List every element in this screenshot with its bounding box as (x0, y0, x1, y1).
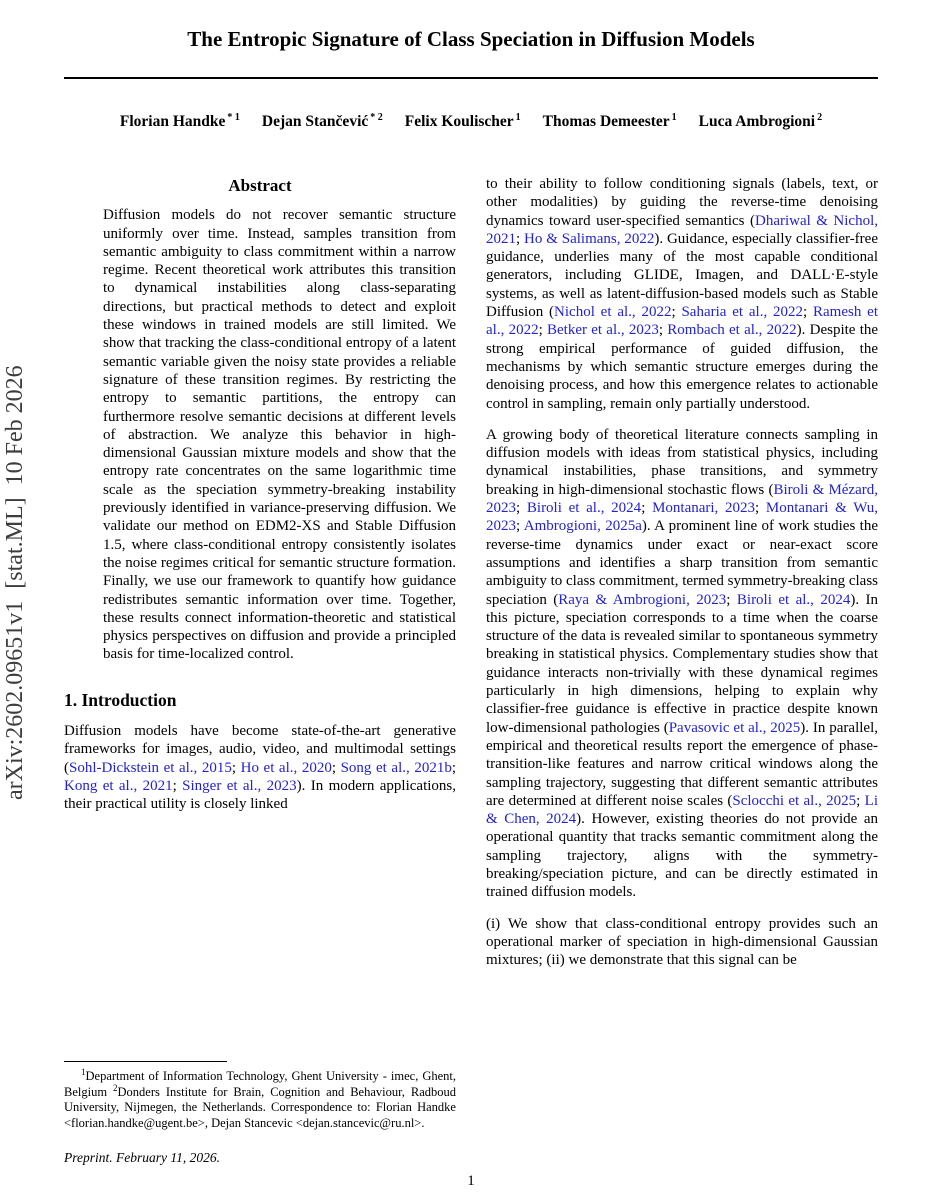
author-affiliation-mark: 1 (515, 111, 521, 123)
text-run: ; (658, 322, 668, 339)
text-run: ; (331, 759, 341, 776)
citation-link[interactable]: Sclocchi et al., 2025 (732, 792, 857, 809)
author-name: Thomas Demeester (542, 113, 670, 130)
paragraph (486, 426, 878, 902)
citation-link[interactable]: Ambrogioni, 2025a (523, 518, 642, 535)
author-name: Luca Ambrogioni (698, 113, 816, 130)
paper-title: The Entropic Signature of Class Speciation in Diffusion Models (187, 27, 755, 51)
left-column (64, 175, 456, 1167)
text-run: ; (641, 500, 653, 517)
text-run: ; (803, 304, 814, 321)
abstract-text: Diffusion models do not recover semantic structure uniformly over time. Instead, samples transition from semantic ambiguity to class commitment within a narrow regime. Recent theoretical work attributes this transition to dynamical instabilities along class-separating directions, but practical methods to detect and exploit these windows in trained models are still limited. We show that tracking the class-conditional entropy of a latent semantic variable given the noisy state provides a reliable signature of these transition regimes. By restricting the entropy to semantic partitions, the entropy can furthermore resolve semantic decisions at different levels of abstraction. We analyze this behavior in high-dimensional Gaussian mixture models and show that the entropy rate concentrates on the same logarithmic time scale as the speciation symmetry-breaking instability previously identified in variance-preserving diffusion. We validate our method on EDM2-XS and Stable Diffusion 1.5, where class-conditional entropy consistently isolates the noise regimes critical for semantic structure formation. Finally, we use our framework to quantify how guidance redistributes semantic information over time. Together, these results connect information-theoretic and statistical physics perspectives on diffusion and provide a principled basis for time-localized control. (103, 207, 456, 663)
citation-link[interactable]: Montanari, 2023 (652, 500, 756, 517)
citation-link[interactable]: Raya & Ambrogioni, 2023 (558, 591, 727, 608)
author (699, 113, 822, 130)
author (543, 113, 677, 130)
citation-link[interactable]: Pavasovic et al., 2025 (668, 719, 801, 736)
text-run: Donders Institute for Brain, Cognition and Behaviour, Radboud University, Nijmegen, the Netherlands. Correspondence to: Florian Handke <florian.handke@ugent.be>, Dejan Stancevic <dejan.stancevic@ru.nl>. (64, 1084, 456, 1130)
text-run: Diffusion models have become state-of-the-art generative frameworks for images, audio, video, and multimodal settings ( (64, 723, 456, 776)
footnote-block (64, 1061, 456, 1167)
text-run: ). However, existing theories do not provide an operational quantity that tracks semantic commitment along the sampling trajectory, aligns with the symmetry-breaking/speciation picture, and can be directly estimated in trained diffusion models. (486, 811, 878, 901)
abstract-heading: Abstract (228, 176, 292, 195)
citation-link[interactable]: Kong et al., 2021 (64, 777, 173, 794)
text-run: ). In parallel, empirical and theoretical results report the emergence of phase-transition-like features and narrow critical windows along the sampling trajectory, suggesting that different semantic attributes are determined at different noise scales ( (486, 719, 878, 809)
citation-link[interactable]: Biroli et al., 2024 (736, 591, 851, 608)
citation-link[interactable]: Ramesh et al., 2022 (486, 304, 878, 339)
text-run: ; (726, 591, 737, 608)
author-affiliation-mark: 2 (817, 111, 823, 123)
citation-link[interactable]: Ho et al., 2020 (240, 759, 332, 776)
text-run: ; (538, 322, 547, 339)
citation-link[interactable]: Dhariwal & Nichol, 2021 (486, 212, 878, 247)
text-run: ). Guidance, especially classifier-free guidance, underlies many of the most capable conditional generators, including GLIDE, Imagen, and DALL·E-style systems, as well as latent-diffusion-based models such as Stable Diffusion ( (486, 230, 878, 321)
footnote-marker: 1 (81, 1066, 86, 1077)
citation-link[interactable]: Saharia et al., 2022 (681, 304, 804, 321)
text-run: ; (172, 777, 183, 794)
paragraph (486, 915, 878, 970)
author (405, 113, 521, 130)
paragraph (64, 722, 456, 813)
author (262, 113, 383, 130)
page-number: 1 (467, 1173, 475, 1189)
author-affiliation-mark: * 2 (370, 111, 383, 123)
citation-link[interactable]: Sohl-Dickstein et al., 2015 (69, 759, 232, 776)
citation-link[interactable]: Betker et al., 2023 (547, 322, 659, 339)
text-run: ). In modern applications, their practical utility is closely linked (64, 777, 456, 813)
two-column-body (64, 175, 878, 1167)
section-heading-introduction: 1. Introduction (64, 689, 177, 710)
citation-link[interactable]: Rombach et al., 2022 (667, 322, 797, 339)
paper-content (64, 0, 878, 1167)
author-name: Felix Koulischer (404, 113, 514, 130)
text-run: ). A prominent line of work studies the reverse-time dynamics under exact or near-exact score assumptions and identifies a sharp transition from semantic ambiguity to class commitment, termed symmetry-breaking class speciation ( (486, 518, 878, 608)
text-run: Department of Information Technology, Ghent University - imec, Ghent, Belgium (64, 1068, 456, 1099)
text-run: (i) We show that class-conditional entropy provides such an operational marker of speciation in high-dimensional Gaussian mixtures; (ii) we demonstrate that this signal can be (486, 915, 878, 969)
citation-link[interactable]: Ho & Salimans, 2022 (524, 230, 655, 247)
text-run: A growing body of theoretical literature connects sampling in diffusion models with ideas from statistical physics, including dynamical instabilities, phase transitions, and symmetry breaking in high-dimensional stochastic flows ( (486, 426, 878, 498)
arxiv-watermark: arXiv:2602.09651v1 [stat.ML] 10 Feb 2026 (2, 365, 28, 800)
footnote-text (64, 1066, 456, 1132)
citation-link[interactable]: Li & Chen, 2024 (486, 792, 878, 828)
text-run: ; (671, 304, 682, 321)
author-name: Florian Handke (119, 113, 226, 130)
author-affiliation-mark: * 1 (227, 111, 240, 123)
text-run: to their ability to follow conditioning signals (labels, text, or other modalities) by guiding the reverse-time denoising dynamics toward user-specified semantics ( (486, 176, 878, 229)
text-run: ; (231, 759, 241, 776)
footnote-rule (64, 1061, 227, 1062)
citation-link[interactable]: Montanari & Wu, 2023 (486, 500, 878, 535)
citation-link[interactable]: Biroli & Mézard, 2023 (486, 481, 878, 517)
text-run: ). Despite the strong empirical performance of guided diffusion, the mechanisms by which semantic structure emerges during the denoising process, and how this emergence relates to actionable control in sampling, remain only partially understood. (486, 322, 878, 412)
footnote-marker: 2 (113, 1082, 118, 1093)
text-run: ; (856, 792, 865, 809)
citation-link[interactable]: Biroli et al., 2024 (526, 500, 642, 517)
citation-link[interactable]: Singer et al., 2023 (182, 777, 297, 794)
author (120, 113, 240, 130)
citation-link[interactable]: Song et al., 2021b (340, 759, 452, 776)
author-name: Dejan Stančević (261, 113, 369, 130)
text-run: ; (516, 230, 525, 247)
right-column (486, 175, 878, 1167)
text-run: ; (516, 518, 524, 535)
citation-link[interactable]: Nichol et al., 2022 (554, 304, 672, 321)
text-run: ; (755, 500, 766, 517)
preprint-note: Preprint. February 11, 2026. (64, 1149, 220, 1165)
author-affiliation-mark: 1 (671, 111, 677, 123)
paragraph (486, 175, 878, 413)
author-list (64, 113, 878, 131)
title-rule (64, 77, 878, 79)
text-run: ). In this picture, speciation corresponds to a time when the coarse structure of the data is revealed similar to spontaneous symmetry breaking in statistical physics. Complementary studies show that guidance interacts non-trivially with these dynamical regimes particularly in high dimensions, helping to explain why classifier-free guidance is effective in practice despite known low-dimensional pathologies ( (486, 591, 878, 736)
text-run: ; (516, 500, 527, 517)
text-run: ; (451, 759, 456, 776)
